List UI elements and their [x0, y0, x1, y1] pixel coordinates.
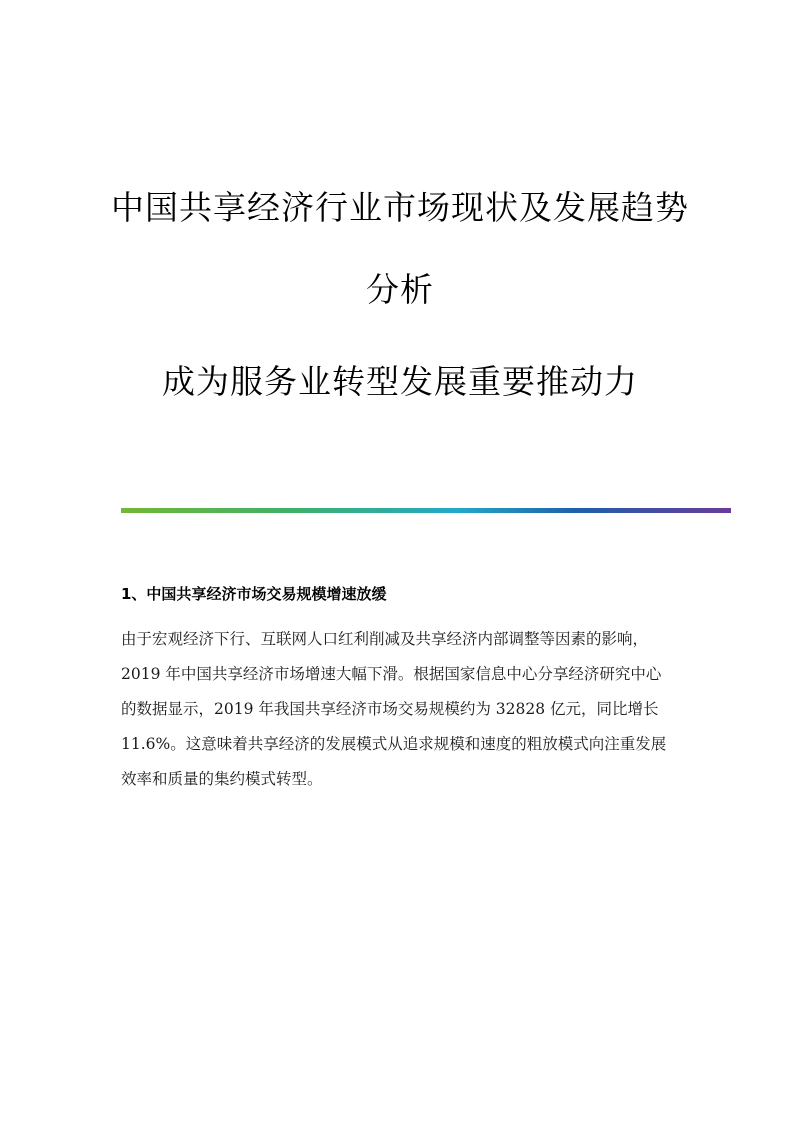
section-paragraph: [121, 622, 681, 797]
paragraph-line-5: 效率和质量的集约模式转型。: [121, 770, 323, 788]
paragraph-line-4: 11.6%。这意味着共享经济的发展模式从追求规模和速度的粗放模式向注重发展: [121, 735, 667, 753]
document-title: [90, 170, 710, 309]
title-line-1: 中国共享经济行业市场现状及发展趋势: [111, 188, 689, 227]
section-heading: 1、中国共享经济市场交易规模增速放缓: [121, 585, 387, 603]
document-subtitle: 成为服务业转型发展重要推动力: [162, 362, 638, 401]
paragraph-line-3: 的数据显示，2019 年我国共享经济市场交易规模约为 32828 亿元，同比增长: [121, 700, 659, 718]
paragraph-line-2: 2019 年中国共享经济市场增速大幅下滑。根据国家信息中心分享经济研究中心: [121, 665, 662, 683]
paragraph-line-1: 由于宏观经济下行、互联网人口红利削减及共享经济内部调整等因素的影响，: [121, 630, 649, 648]
gradient-divider: [121, 508, 731, 513]
title-line-2: 分析: [366, 269, 434, 309]
